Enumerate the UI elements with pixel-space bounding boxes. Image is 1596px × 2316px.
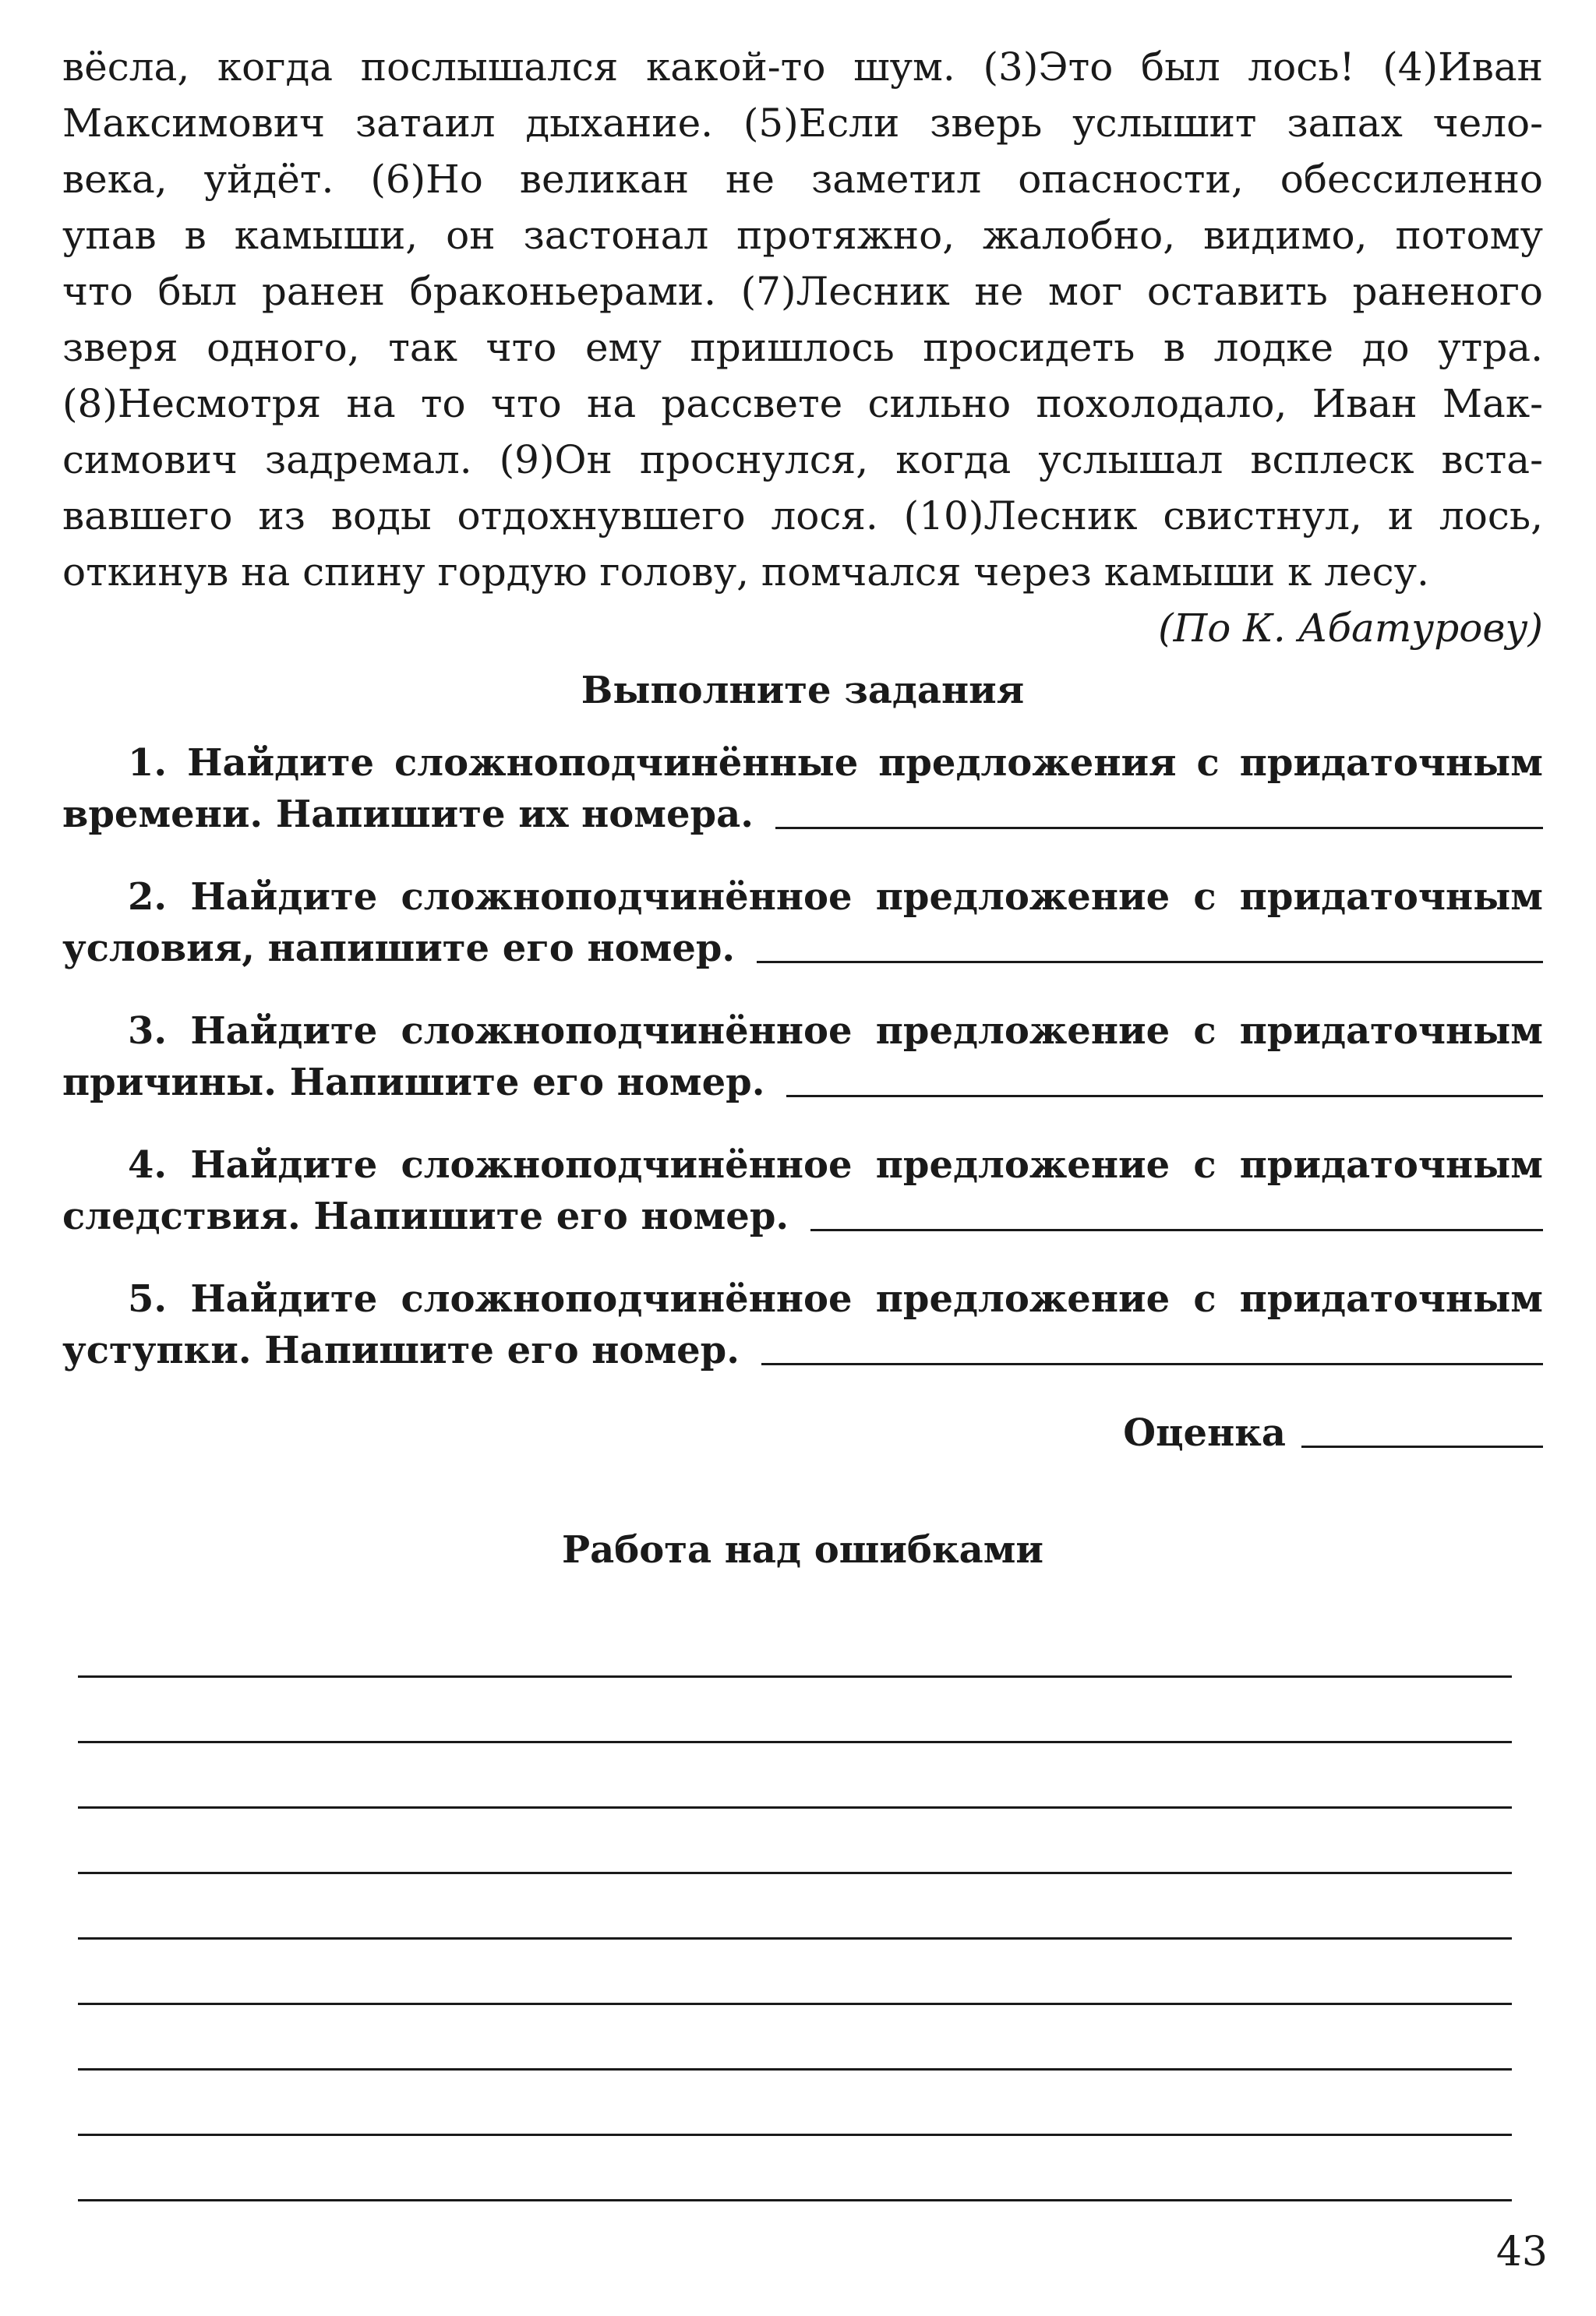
task-question: 5. Найдите сложноподчинённое предложение с придаточным	[128, 1277, 1543, 1321]
writing-line[interactable]	[78, 1741, 1512, 1743]
answer-line-2[interactable]	[757, 961, 1543, 963]
task-question-cont: условия, напишите его номер.	[62, 927, 736, 970]
task-1	[62, 737, 1543, 840]
answer-line-1[interactable]	[775, 827, 1543, 829]
grade-line[interactable]	[1301, 1446, 1543, 1448]
task-2	[62, 871, 1543, 974]
task-3	[62, 1005, 1543, 1108]
writing-line[interactable]	[78, 2003, 1512, 2005]
errors-title: Работа над ошибками	[562, 1528, 1043, 1572]
writing-line[interactable]	[78, 2068, 1512, 2071]
writing-line[interactable]	[78, 2134, 1512, 2136]
passage-line: (8)Несмотря на то что на рассвете сильно похолодало, Иван Мак-	[62, 381, 1543, 426]
passage-line: симович задремал. (9)Он проснулся, когда услышал всплеск вста-	[62, 437, 1543, 482]
task-question: 3. Найдите сложноподчинённое предложение с придаточным	[128, 1009, 1543, 1053]
answer-line-3[interactable]	[786, 1095, 1543, 1097]
grade-label: Оценка	[1123, 1411, 1286, 1455]
passage-line: упав в камыши, он застонал протяжно, жалобно, видимо, потому	[62, 213, 1543, 258]
passage-attribution: (По К. Абатурову)	[1158, 605, 1543, 651]
passage-line: что был ранен браконьерами. (7)Лесник не мог оставить раненого	[62, 269, 1543, 314]
passage-line: откинув на спину гордую голову, помчался через камыши к лесу.	[62, 549, 1429, 595]
answer-line-4[interactable]	[810, 1229, 1543, 1231]
passage	[62, 39, 1543, 600]
task-question-cont: времени. Напишите их номера.	[62, 793, 754, 836]
answer-line-5[interactable]	[761, 1363, 1543, 1365]
writing-line[interactable]	[78, 1937, 1512, 1940]
writing-line[interactable]	[78, 1806, 1512, 1809]
page-number: 43	[1495, 2229, 1548, 2275]
task-question: 1. Найдите сложноподчинённые предложения с придаточным	[128, 741, 1543, 785]
passage-line: вавшего из воды отдохнувшего лося. (10)Лесник свистнул, и лось,	[62, 493, 1543, 538]
passage-line: века, уйдёт. (6)Но великан не заметил опасности, обессиленно	[62, 157, 1543, 202]
grade-row	[62, 1407, 1543, 1459]
task-question: 4. Найдите сложноподчинённое предложение с придаточным	[128, 1143, 1543, 1187]
task-question-cont: уступки. Напишите его номер.	[62, 1329, 740, 1372]
task-question-cont: причины. Напишите его номер.	[62, 1061, 765, 1104]
writing-line[interactable]	[78, 1872, 1512, 1874]
passage-line: Максимович затаил дыхание. (5)Если зверь услышит запах чело-	[62, 101, 1543, 146]
writing-line[interactable]	[78, 2199, 1512, 2201]
passage-line: зверя одного, так что ему пришлось просидеть в лодке до утра.	[62, 325, 1543, 370]
task-5	[62, 1273, 1543, 1376]
task-question-cont: следствия. Напишите его номер.	[62, 1195, 789, 1238]
tasks-title: Выполните задания	[581, 669, 1025, 712]
error-correction-lines	[78, 1675, 1512, 2265]
passage-line: вёсла, когда послышался какой-то шум. (3)Это был лось! (4)Иван	[62, 44, 1543, 90]
worksheet-page	[62, 39, 1543, 1576]
writing-line[interactable]	[78, 1675, 1512, 1678]
task-question: 2. Найдите сложноподчинённое предложение с придаточным	[128, 875, 1543, 919]
task-4	[62, 1139, 1543, 1242]
